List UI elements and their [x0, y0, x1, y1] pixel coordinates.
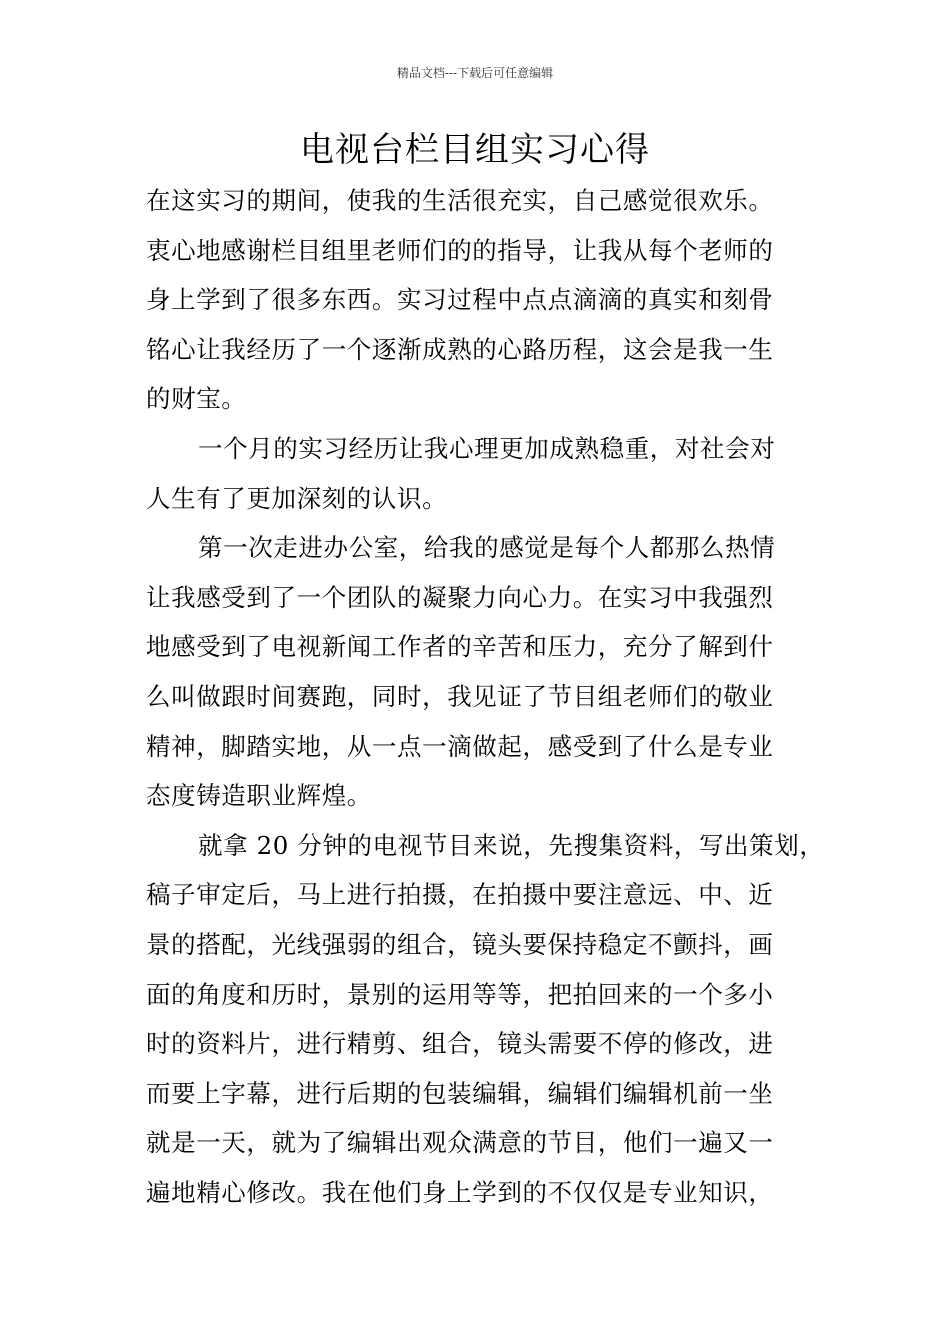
body-line: 时的资料片，进行精剪、组合，镜头需要不停的修改，进	[146, 1029, 774, 1059]
body-line: 面的角度和历时，景别的运用等等，把拍回来的一个多小	[146, 979, 774, 1009]
document-body	[146, 176, 825, 1217]
document-title: 电视台栏目组实习心得	[300, 130, 650, 170]
body-line: 景的搭配，光线强弱的组合，镜头要保持稳定不颤抖，画	[146, 929, 774, 959]
body-line: 衷心地感谢栏目组里老师们的的指导，让我从每个老师的	[146, 235, 774, 265]
body-line: 稿子审定后，马上进行拍摄，在拍摄中要注意远、中、近	[146, 880, 774, 910]
header-note: 精品文档---下载后可任意编辑	[396, 66, 554, 80]
body-line: 的财宝。	[146, 384, 247, 414]
body-line: 态度铸造职业辉煌。	[146, 781, 372, 811]
body-line: 就是一天，就为了编辑出观众满意的节目，他们一遍又一	[146, 1128, 774, 1158]
body-line: 遍地精心修改。我在他们身上学到的不仅仅是专业知识，	[146, 1177, 774, 1207]
body-line: 在这实习的期间，使我的生活很充实，自己感觉很欢乐。	[146, 186, 774, 215]
body-line: 铭心让我经历了一个逐渐成熟的心路历程，这会是我一生	[146, 334, 774, 364]
body-line: 精神，脚踏实地，从一点一滴做起，感受到了什么是专业	[146, 731, 774, 761]
body-line: 身上学到了很多东西。实习过程中点点滴滴的真实和刻骨	[146, 285, 774, 315]
body-line: 人生有了更加深刻的认识。	[146, 483, 448, 513]
paragraph-first-line: 第一次走进办公室，给我的感觉是每个人都那么热情	[198, 533, 776, 563]
body-line: 而要上字幕，进行后期的包装编辑，编辑们编辑机前一坐	[146, 1078, 774, 1108]
body-line: 么叫做跟时间赛跑，同时，我见证了节目组老师们的敬业	[146, 681, 774, 711]
paragraph-first-line: 一个月的实习经历让我心理更加成熟稳重，对社会对	[198, 433, 776, 463]
body-line: 地感受到了电视新闻工作者的辛苦和压力，充分了解到什	[146, 632, 774, 662]
body-line: 让我感受到了一个团队的凝聚力向心力。在实习中我强烈	[146, 582, 774, 612]
paragraph-first-line: 就拿 20 分钟的电视节目来说，先搜集资料，写出策划，	[198, 830, 825, 860]
